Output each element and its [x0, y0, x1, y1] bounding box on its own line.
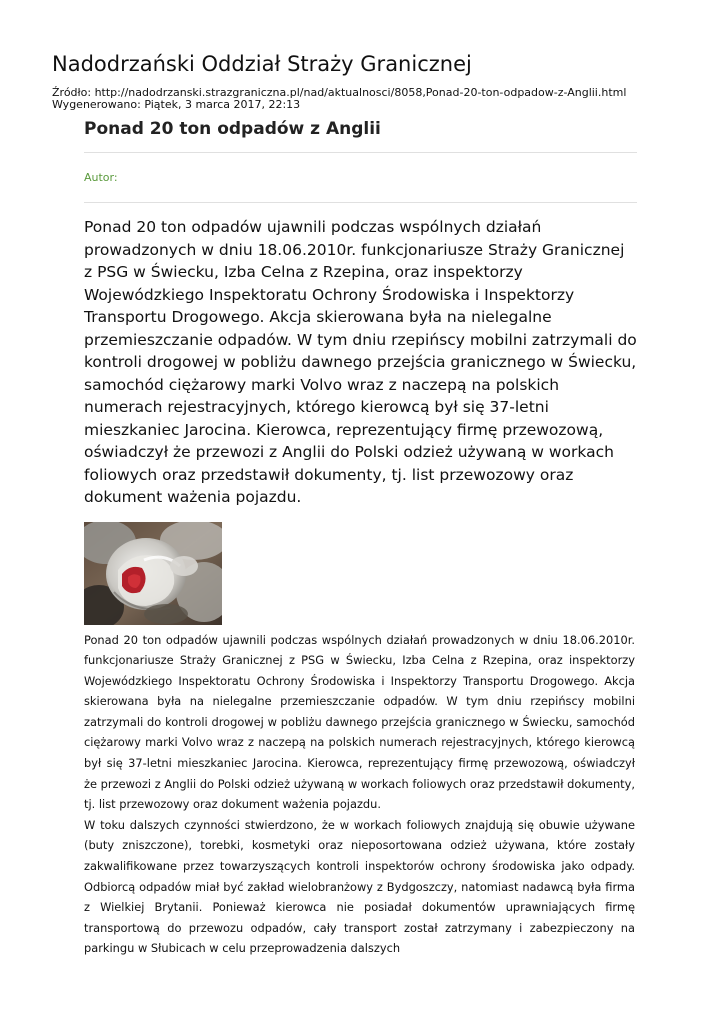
article-title: Ponad 20 ton odpadów z Anglii	[84, 119, 381, 139]
article-body	[84, 630, 635, 960]
author-divider	[84, 202, 637, 203]
body-paragraph: W toku dalszych czynności stwierdzono, że w workach foliowych znajdują się obuwie używane (buty zniszczone), torebki, kosmetyki oraz nieposortowana odzież używana, które zostały zakwalifikowane przez towarzyszących kontroli inspektorów ochrony środowiska jako odpady. Odbiorcą odpadów miał być zakład wielobranżowy z Bydgoszczy, natomiast nadawcą była firma z Wielkiej Brytanii. Ponieważ kierowca nie posiadał dokumentów uprawniających firmę transportową do przewozu odpadów, cały transport został zatrzymany i zabezpieczony na parkingu w Słubicach w celu przeprowadzenia dalszych	[84, 817, 635, 956]
article-photo	[84, 522, 222, 625]
print-meta	[52, 87, 626, 111]
generated-date: Wygenerowano: Piątek, 3 marca 2017, 22:13	[52, 98, 301, 111]
article	[84, 117, 637, 959]
source-url[interactable]: Źródło: http://nadodrzanski.strazgraniczna.pl/nad/aktualnosci/8058,Ponad-20-ton-odpadow-z-Anglii.html	[52, 86, 627, 99]
article-lead: Ponad 20 ton odpadów ujawnili podczas wspólnych działań prowadzonych w dniu 18.06.2010r. funkcjonariusze Straży Granicznej z PSG w Świecku, Izba Celna z Rzepina, oraz inspektorzy Wojewódzkiego Inspektoratu Ochrony Środowiska i Inspektorzy Transportu Drogowego. Akcja skierowana była na nielegalne przemieszczanie odpadów. W tym dniu rzepińscy mobilni zatrzymali do kontroli drogowej w pobliżu dawnego przejścia granicznego w Świecku, samochód ciężarowy marki Volvo wraz z naczepą na polskich numerach rejestracyjnych, którego kierowcą był się 37-letni mieszkaniec Jarocina. Kierowca, reprezentujący firmę przewozową, oświadczył że przewozi z Anglii do Polski odzież używaną w workach foliowych oraz przedstawił dokumenty, tj. list przewozowy oraz dokument ważenia pojazdu.	[84, 218, 637, 506]
author-label: Autor:	[84, 171, 118, 184]
body-paragraph: Ponad 20 ton odpadów ujawnili podczas wspólnych działań prowadzonych w dniu 18.06.2010r. funkcjonariusze Straży Granicznej z PSG w Świecku, Izba Celna z Rzepina, oraz inspektorzy Wojewódzkiego Inspektoratu Ochrony Środowiska i Inspektorzy Transportu Drogowego. Akcja skierowana była na nielegalne przemieszczanie odpadów. W tym dniu rzepińscy mobilni zatrzymali do kontroli drogowej w pobliżu dawnego przejścia granicznego w Świecku, samochód ciężarowy marki Volvo wraz z naczepą na polskich numerach rejestracyjnych, którego kierowcą był się 37-letni mieszkaniec Jarocina. Kierowca, reprezentujący firmę przewozową, oświadczył że przewozi z Anglii do Polski odzież używaną w workach foliowych oraz przedstawił dokumenty, tj. list przewozowy oraz dokument ważenia pojazdu.	[84, 632, 635, 812]
site-title: Nadodrzański Oddział Straży Granicznej	[52, 52, 472, 76]
